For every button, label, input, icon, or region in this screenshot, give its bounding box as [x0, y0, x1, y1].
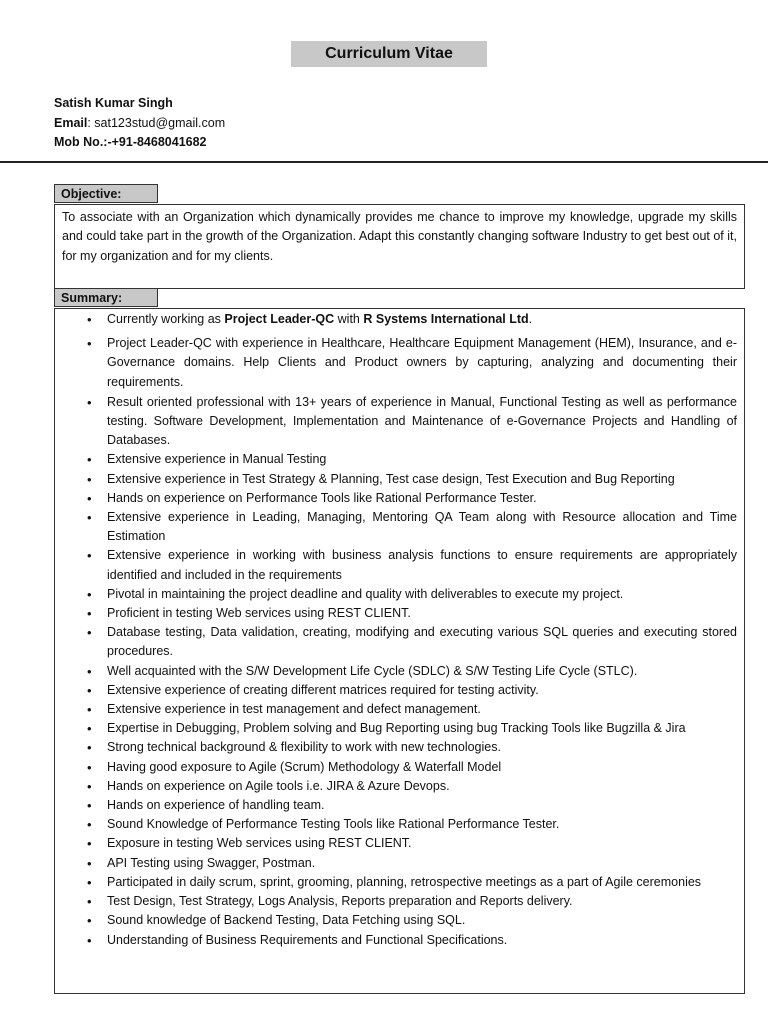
list-item: • Hands on experience on Agile tools i.e. JIRA & Azure Devops. [107, 777, 737, 796]
list-item: • Sound Knowledge of Performance Testing Tools like Rational Performance Tester. [107, 815, 737, 834]
list-item: • Sound knowledge of Backend Testing, Data Fetching using SQL. [107, 911, 737, 930]
summary-label: Summary: [54, 288, 158, 307]
list-item: • Exposure in testing Web services using REST CLIENT. [107, 834, 737, 853]
list-item: • Expertise in Debugging, Problem solving and Bug Reporting using bug Tracking Tools like Bugzilla & Jira [107, 719, 737, 738]
list-item: • Understanding of Business Requirements and Functional Specifications. [107, 931, 737, 950]
email-line [54, 114, 225, 134]
list-item: • Project Leader-QC with experience in Healthcare, Healthcare Equipment Management (HEM), Insurance, and e-Governance domains. Help Clients and Product owners by capturing, analyzing and documenting their requirements. [107, 334, 737, 392]
list-item: • API Testing using Swagger, Postman. [107, 854, 737, 873]
objective-label: Objective: [54, 184, 158, 203]
list-item: • Extensive experience in Test Strategy & Planning, Test case design, Test Execution and Bug Reporting [107, 470, 737, 489]
list-item: • Hands on experience of handling team. [107, 796, 737, 815]
email-value: : sat123stud@gmail.com [87, 115, 226, 130]
document-title: Curriculum Vitae [291, 41, 487, 67]
email-label: Email [54, 115, 88, 130]
list-item: • Extensive experience in working with business analysis functions to ensure requirements are appropriately identified and included in the requirements [107, 546, 737, 584]
list-item: • Database testing, Data validation, creating, modifying and executing various SQL queries and executing stored procedures. [107, 623, 737, 661]
list-item: • Extensive experience in Manual Testing [107, 450, 737, 469]
list-item: • Well acquainted with the S/W Development Life Cycle (SDLC) & S/W Testing Life Cycle (STLC). [107, 662, 737, 681]
objective-text: To associate with an Organization which dynamically provides me chance to improve my knowledge, upgrade my skills and could take part in the growth of the Organization. Adapt this constantly changing software Industry to get best out of it, for my organization and for my clients. [54, 204, 745, 289]
summary-list [55, 310, 737, 950]
list-item: • Proficient in testing Web services using REST CLIENT. [107, 604, 737, 623]
list-item: • Currently working as Project Leader-QC with R Systems International Ltd. [107, 310, 737, 329]
list-item: • Extensive experience of creating different matrices required for testing activity. [107, 681, 737, 700]
mobile-line: Mob No.:-+91-8468041682 [54, 135, 207, 149]
summary-box [54, 308, 745, 994]
list-item: • Extensive experience in test management and defect management. [107, 700, 737, 719]
list-item: • Participated in daily scrum, sprint, grooming, planning, retrospective meetings as a part of Agile ceremonies [107, 873, 737, 892]
candidate-name: Satish Kumar Singh [54, 96, 173, 110]
list-item: • Having good exposure to Agile (Scrum) Methodology & Waterfall Model [107, 758, 737, 777]
list-item: • Result oriented professional with 13+ years of experience in Manual, Functional Testing as well as performance testing. Software Development, Implementation and Maintenance of e-Governance Projects and Handling of Databases. [107, 393, 737, 451]
header-divider [0, 161, 768, 163]
list-item: • Extensive experience in Leading, Managing, Mentoring QA Team along with Resource allocation and Time Estimation [107, 508, 737, 546]
list-item: • Hands on experience on Performance Tools like Rational Performance Tester. [107, 489, 737, 508]
list-item: • Pivotal in maintaining the project deadline and quality with deliverables to execute my project. [107, 585, 737, 604]
list-item: • Strong technical background & flexibility to work with new technologies. [107, 738, 737, 757]
list-item: • Test Design, Test Strategy, Logs Analysis, Reports preparation and Reports delivery. [107, 892, 737, 911]
contact-block [54, 94, 225, 153]
